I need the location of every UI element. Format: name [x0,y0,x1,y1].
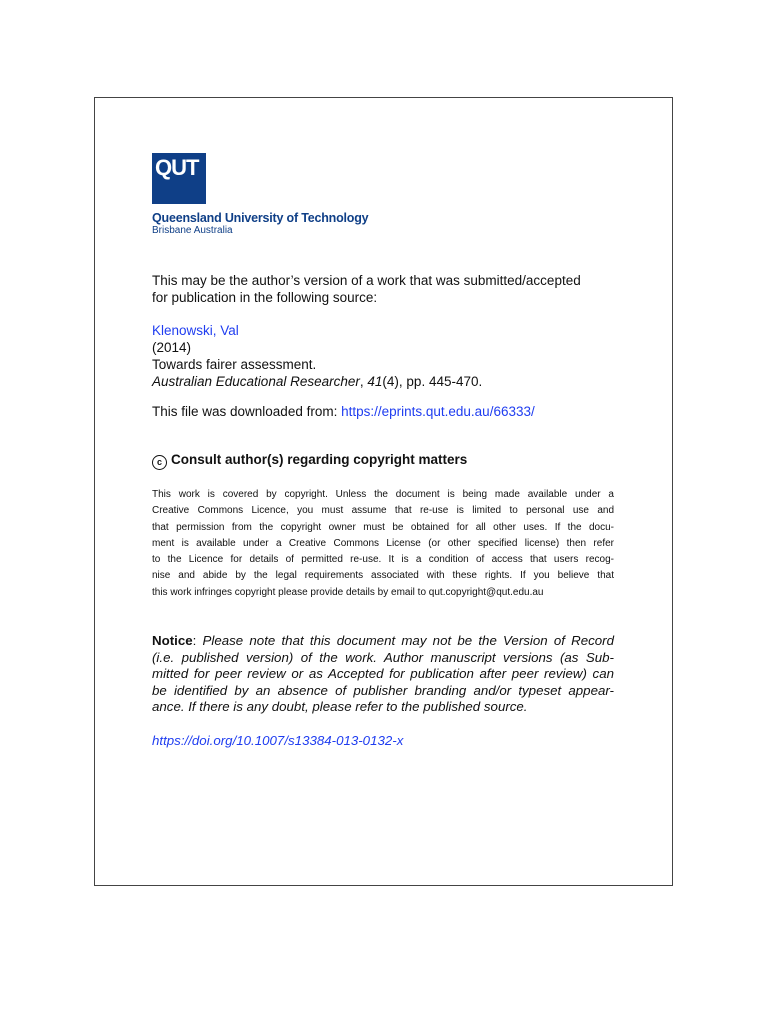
notice-line: ance. If there is any doubt, please refer to the published source. [152,699,528,714]
notice-line [152,633,614,650]
download-source [152,403,535,420]
download-label: This file was downloaded from: [152,404,342,419]
intro-line-1: This may be the author’s version of a work that was submitted/accepted [152,273,581,288]
intro-line-2: for publication in the following source: [152,290,378,305]
citation-block [152,322,622,390]
copyright-line: this work infringes copyright please provide details by email to qut.copyright@qut.edu.au [152,586,544,598]
citation-title: Towards fairer assessment. [152,357,317,372]
university-location: Brisbane Australia [152,225,233,236]
copyright-line: Creative Commons Licence, you must assume that re-use is limited to personal use and [152,505,614,517]
citation-separator: , [359,374,368,389]
notice-label: Notice [152,633,193,648]
qut-logo-text: QUT [155,155,199,180]
eprints-link[interactable]: https://eprints.qut.edu.au/66333/ [341,404,535,419]
intro-statement [152,272,622,306]
copyright-line: to the Licence for details of permitted re-use. It is a condition of access that users recog- [152,554,614,566]
copyright-line: that permission from the copyright owner must be obtained for all other uses. If the docu- [152,521,614,533]
copyright-icon: c [152,455,167,470]
author-link[interactable]: Klenowski, Val [152,323,239,338]
notice-line: (i.e. published version) of the work. Author manuscript versions (as Sub- [152,649,614,665]
qut-logo [152,153,206,204]
notice-block [152,633,614,716]
copyright-line: nise and abide by the legal requirements associated with these rights. If you believe that [152,570,614,582]
citation-year: (2014) [152,340,192,355]
copyright-heading-text: Consult author(s) regarding copyright matters [171,452,468,467]
copyright-line: This work is covered by copyright. Unless the document is being made available under a [152,489,614,500]
university-name: Queensland University of Technology [152,211,369,225]
issue-pages: (4), pp. 445-470. [382,374,483,389]
notice-line: mitted for peer review or as Accepted for publication after peer review) can [152,666,614,681]
notice-line: be identified by an absence of publisher branding and/or typeset appear- [152,682,614,698]
copyright-line: ment is available under a Creative Commons License (or other specified license) then refer [152,537,614,549]
copyright-body [152,487,614,601]
citation-source [152,373,622,390]
notice-first-line: Please note that this document may not be the Version of Record [202,633,614,648]
journal-volume: 41 [367,374,383,389]
journal-name: Australian Educational Researcher [152,374,360,389]
copyright-heading [152,452,467,470]
notice-colon: : [192,633,203,648]
doi-link[interactable]: https://doi.org/10.1007/s13384-013-0132-x [152,733,404,748]
